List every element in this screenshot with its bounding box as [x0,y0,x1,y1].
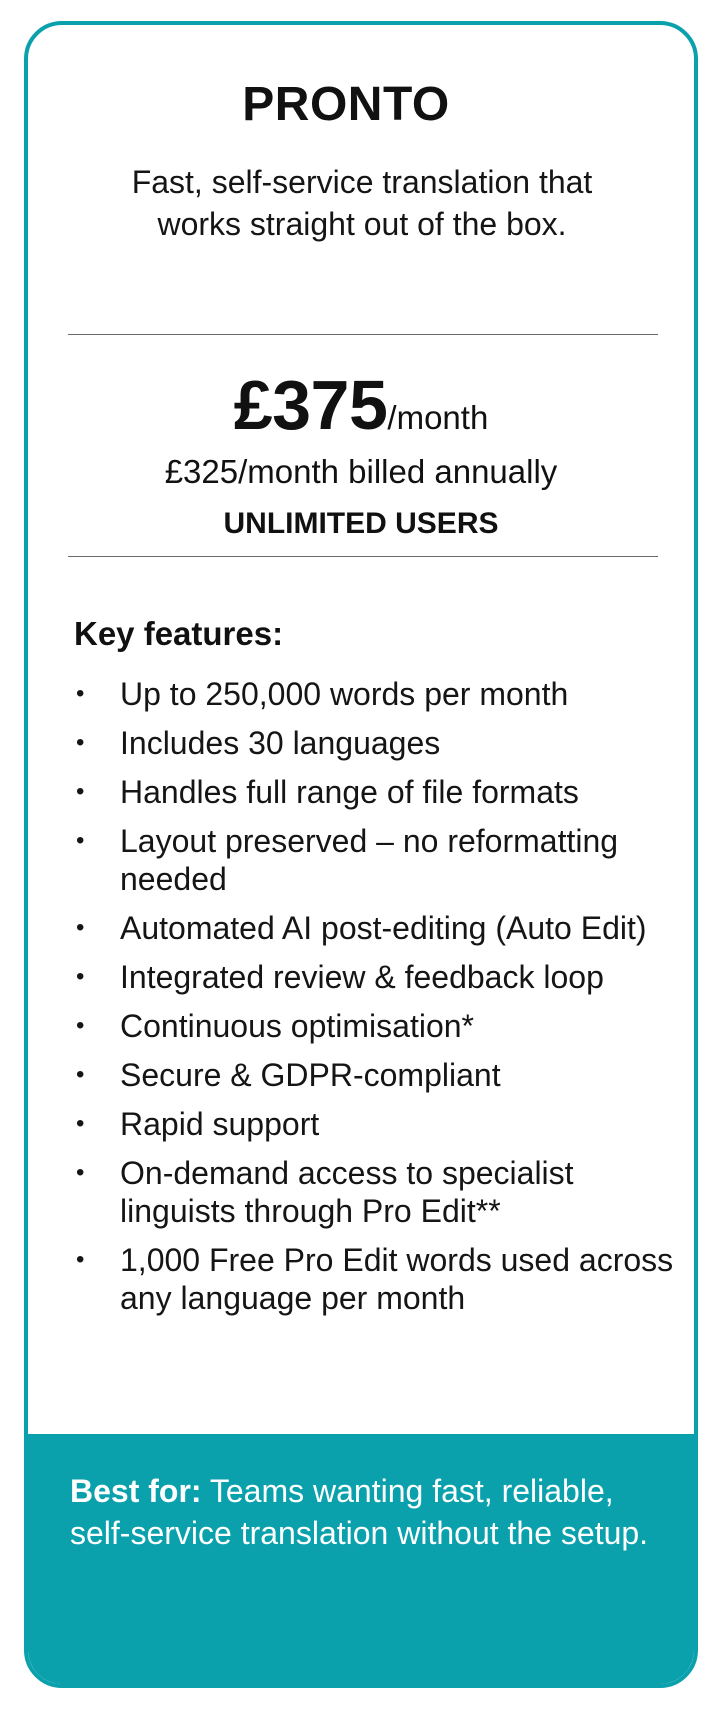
feature-item: • Secure & GDPR-compliant [76,1057,501,1093]
bullet-icon: • [76,1159,85,1186]
users-badge: UNLIMITED USERS [223,507,499,540]
bullet-icon: • [76,729,85,756]
bullet-icon: • [76,1061,85,1088]
price-amount: £375 [233,366,388,444]
price-period: /month [387,399,489,436]
feature-item: • Up to 250,000 words per month [76,676,569,712]
best-for-description: Teams wanting fast, reliable, self-service translation without the setup. [70,1473,649,1551]
feature-item: • Integrated review & feedback loop [76,959,604,995]
pricing-card [24,21,698,1688]
feature-item: • Rapid support [76,1106,320,1142]
feature-item: • On-demand access to specialist linguists through Pro Edit** [76,1155,574,1229]
bullet-icon: • [76,1012,85,1039]
best-for-footer [28,1434,694,1684]
bullet-icon: • [76,1110,85,1137]
bullet-icon: • [76,963,85,990]
best-for-text [70,1470,670,1554]
feature-item: • Handles full range of file formats [76,774,579,810]
plan-tagline: Fast, self-service translation that works straight out of the box. [131,164,593,242]
bullet-icon: • [76,680,85,707]
price-row [28,365,694,445]
feature-item: • Continuous optimisation* [76,1008,474,1044]
features-list [74,675,674,1328]
bullet-icon: • [76,778,85,805]
bullet-icon: • [76,914,85,941]
feature-item: • Layout preserved – no reformatting needed [76,823,619,897]
feature-item: • Automated AI post-editing (Auto Edit) [76,910,647,946]
best-for-label: Best for: [70,1473,202,1509]
divider-top [68,334,658,335]
bullet-icon: • [76,1246,85,1273]
features-heading: Key features: [74,615,284,652]
divider-bottom [68,556,658,557]
bullet-icon: • [76,827,85,854]
feature-item: • 1,000 Free Pro Edit words used across any language per month [76,1242,674,1316]
feature-item: • Includes 30 languages [76,725,441,761]
annual-price: £325/month billed annually [164,453,558,490]
plan-name: PRONTO [242,78,450,131]
